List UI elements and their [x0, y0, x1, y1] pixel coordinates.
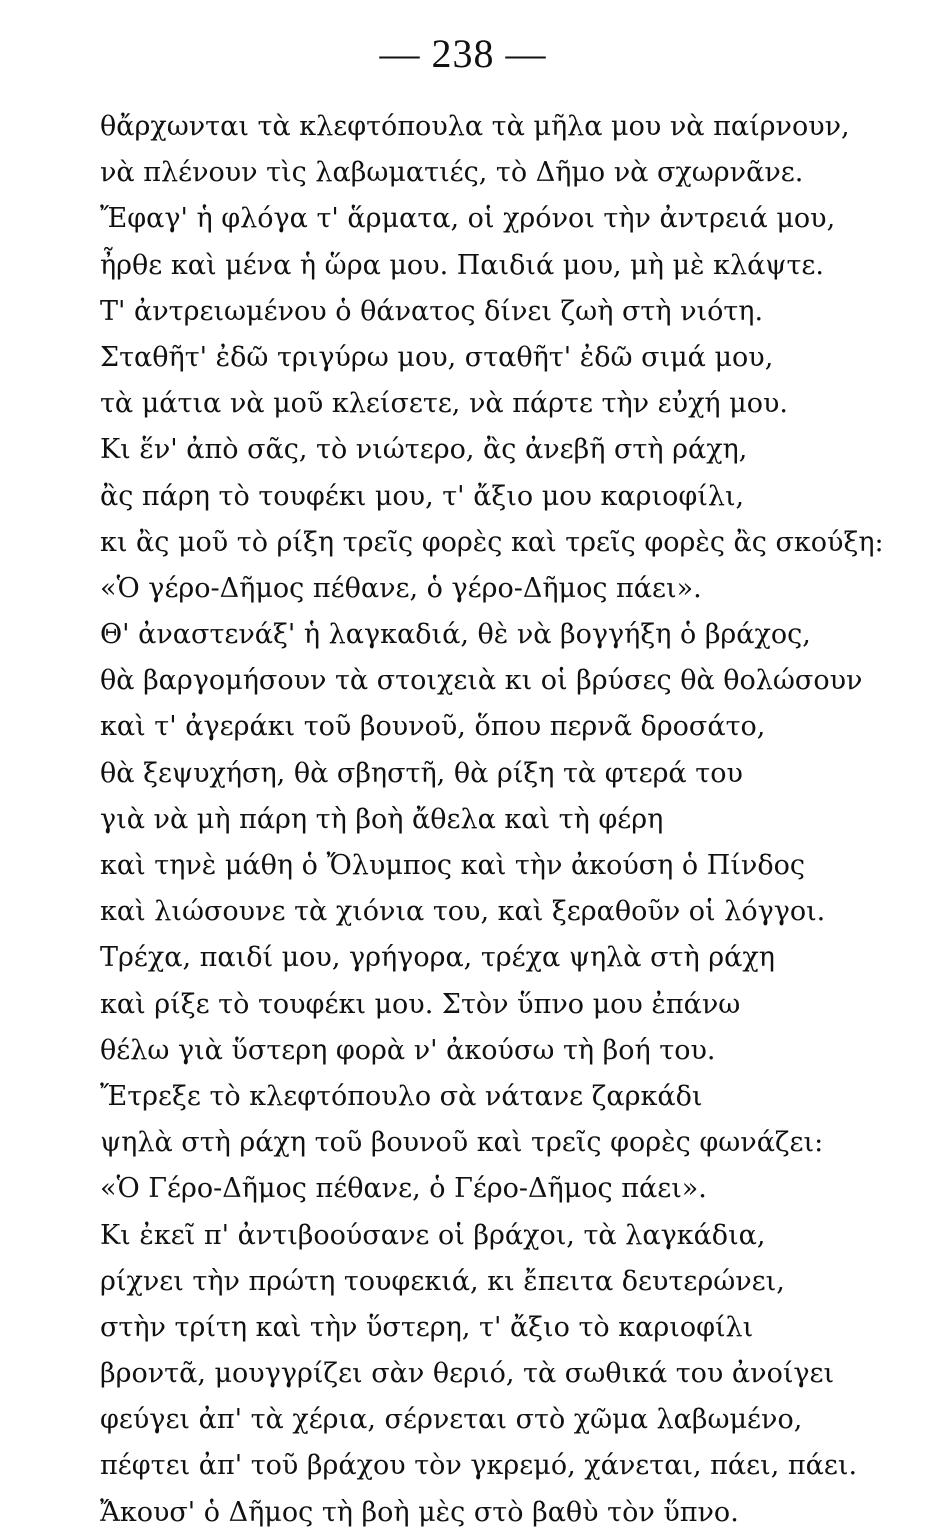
- verse-line: καὶ λιώσουνε τὰ χιόνια του, καὶ ξεραθοῦν οἱ λόγγοι.: [100, 896, 826, 928]
- verse-line: θὰ ξεψυχήση, θὰ σβηστῆ, θὰ ρίξη τὰ φτερά του: [100, 757, 743, 789]
- verse-line: θἄρχωνται τὰ κλεφτόπουλα τὰ μῆλα μου νὰ παίρνουν,: [100, 111, 850, 142]
- page-number: — 238 —: [379, 31, 547, 76]
- verse-line: Σταθῆτ' ἐδῶ τριγύρω μου, σταθῆτ' ἐδῶ σιμά μου,: [100, 341, 774, 373]
- verse-line: Θ' ἀναστενάξ' ἡ λαγκαδιά, θὲ νὰ βογγήξη ὁ βράχος,: [100, 619, 811, 651]
- verse-line: Ἔφαγ' ἡ φλόγα τ' ἅρματα, οἱ χρόνοι τὴν ἀντρειά μου,: [100, 203, 836, 235]
- verse-line: στὴν τρίτη καὶ τὴν ὕστερη, τ' ἄξιο τὸ καριοφίλι: [100, 1311, 754, 1343]
- verse-line: Ἄκουσ' ὁ Δῆμος τὴ βοὴ μὲς στὸ βαθὺ τὸν ὕπνο.: [100, 1496, 739, 1528]
- verse-line: ρίχνει τὴν πρώτη τουφεκιά, κι ἔπειτα δευτερώνει,: [100, 1265, 785, 1297]
- verse-line: γιὰ νὰ μὴ πάρη τὴ βοὴ ἄθελα καὶ τὴ φέρη: [100, 803, 664, 835]
- verse-line: «Ὁ Γέρο-Δῆμος πέθανε, ὁ Γέρο-Δῆμος πάει».: [100, 1173, 707, 1205]
- verse-line: θέλω γιὰ ὕστερη φορὰ ν' ἀκούσω τὴ βοή του.: [100, 1034, 716, 1066]
- verse-line: ἦρθε καὶ μένα ἡ ὥρα μου. Παιδιά μου, μὴ μὲ κλάψτε.: [100, 249, 824, 281]
- verse-line: ἂς πάρη τὸ τουφέκι μου, τ' ἄξιο μου καριοφίλι,: [100, 480, 745, 512]
- verse-line: καὶ τηνὲ μάθη ὁ Ὄλυμπος καὶ τὴν ἀκούση ὁ Πίνδος: [100, 850, 805, 881]
- verse-line: Ἔτρεξε τὸ κλεφτόπουλο σὰ νάτανε ζαρκάδι: [100, 1080, 703, 1112]
- verse-line: ψηλὰ στὴ ράχη τοῦ βουνοῦ καὶ τρεῖς φορὲς φωνάζει:: [100, 1127, 824, 1159]
- verse-line: καὶ τ' ἀγεράκι τοῦ βουνοῦ, ὅπου περνᾶ δροσάτο,: [100, 711, 766, 743]
- verse-line: Τ' ἀντρειωμένου ὁ θάνατος δίνει ζωὴ στὴ νιότη.: [100, 295, 764, 327]
- verse-line: καὶ ρίξε τὸ τουφέκι μου. Στὸν ὕπνο μου ἐπάνω: [100, 988, 741, 1020]
- verse-line: φεύγει ἀπ' τὰ χέρια, σέρνεται στὸ χῶμα λαβωμένο,: [100, 1404, 803, 1436]
- poem-text: [100, 104, 900, 1536]
- verse-line: Τρέχα, παιδί μου, γρήγορα, τρέχα ψηλὰ στὴ ράχη: [100, 942, 775, 974]
- verse-line: «Ὁ γέρο-Δῆμος πέθανε, ὁ γέρο-Δῆμος πάει».: [100, 572, 702, 604]
- verse-line: νὰ πλένουν τὶς λαβωματιές, τὸ Δῆμο νὰ σχωρνᾶνε.: [100, 157, 804, 189]
- verse-line: θὰ βαργομήσουν τὰ στοιχειὰ κι οἱ βρύσες θὰ θολώσουν: [100, 665, 863, 697]
- verse-line: κι ἂς μοῦ τὸ ρίξη τρεῖς φορὲς καὶ τρεῖς φορὲς ἂς σκούξη:: [100, 526, 884, 558]
- verse-line: βροντᾶ, μουγγρίζει σὰν θεριό, τὰ σωθικά του ἀνοίγει: [100, 1358, 835, 1390]
- verse-line: Κι ἐκεῖ π' ἀντιβοούσανε οἱ βράχοι, τὰ λαγκάδια,: [100, 1219, 766, 1251]
- verse-line: Κι ἕν' ἀπὸ σᾶς, τὸ νιώτερο, ἂς ἀνεβῆ στὴ ράχη,: [100, 434, 748, 466]
- verse-line: τὰ μάτια νὰ μοῦ κλείσετε, νὰ πάρτε τὴν εὐχή μου.: [100, 388, 788, 420]
- verse-line: πέφτει ἀπ' τοῦ βράχου τὸν γκρεμό, χάνεται, πάει, πάει.: [100, 1450, 858, 1482]
